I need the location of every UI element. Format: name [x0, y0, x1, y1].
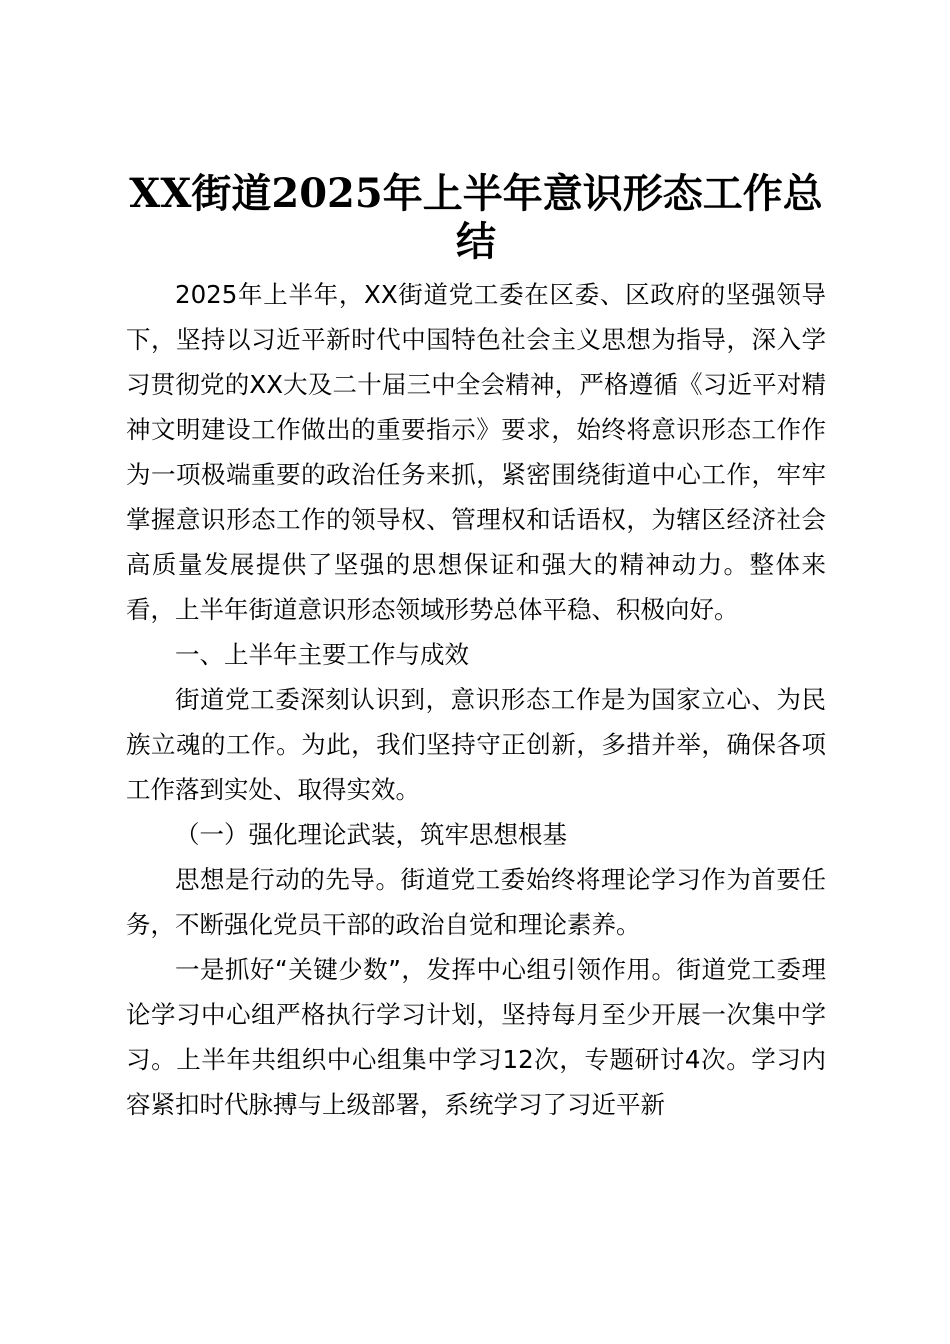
section-heading-1: 一、上半年主要工作与成效: [175, 640, 469, 669]
paragraph-point-1: 一是抓好“关键少数”，发挥中心组引领作用。街道党工委理论学习中心组严格执行学习计划，坚持每月至少开展一次集中学习。上半年共组织中心组集中学习12次，专题研讨4次。学习内容紧扣时代脉搏与上级部署，系统学习了习近平新: [126, 955, 826, 1119]
subsection-heading-1: （一）强化理论武装，筑牢思想根基: [175, 820, 567, 849]
paragraph-intro: 2025年上半年，XX街道党工委在区委、区政府的坚强领导下，坚持以习近平新时代中国特色社会主义思想为指导，深入学习贯彻党的XX大及二十届三中全会精神，严格遵循《习近平对精神文明建设工作做出的重要指示》要求，始终将意识形态工作作为一项极端重要的政治任务来抓，紧密围绕街道中心工作，牢牢掌握意识形态工作的领导权、管理权和话语权，为辖区经济社会高质量发展提供了坚强的思想保证和强大的精神动力。整体来看，上半年街道意识形态领域形势总体平稳、积极向好。: [126, 280, 826, 624]
paragraph-subsection-1: 思想是行动的先导。街道党工委始终将理论学习作为首要任务，不断强化党员干部的政治自觉和理论素养。: [126, 865, 826, 939]
document-body: [126, 272, 826, 1127]
document-page: [126, 170, 826, 1127]
paragraph-section-1: 街道党工委深刻认识到，意识形态工作是为国家立心、为民族立魂的工作。为此，我们坚持守正创新，多措并举，确保各项工作落到实处、取得实效。: [126, 685, 826, 804]
document-title: XX街道2025年上半年意识形态工作总结: [129, 170, 823, 265]
